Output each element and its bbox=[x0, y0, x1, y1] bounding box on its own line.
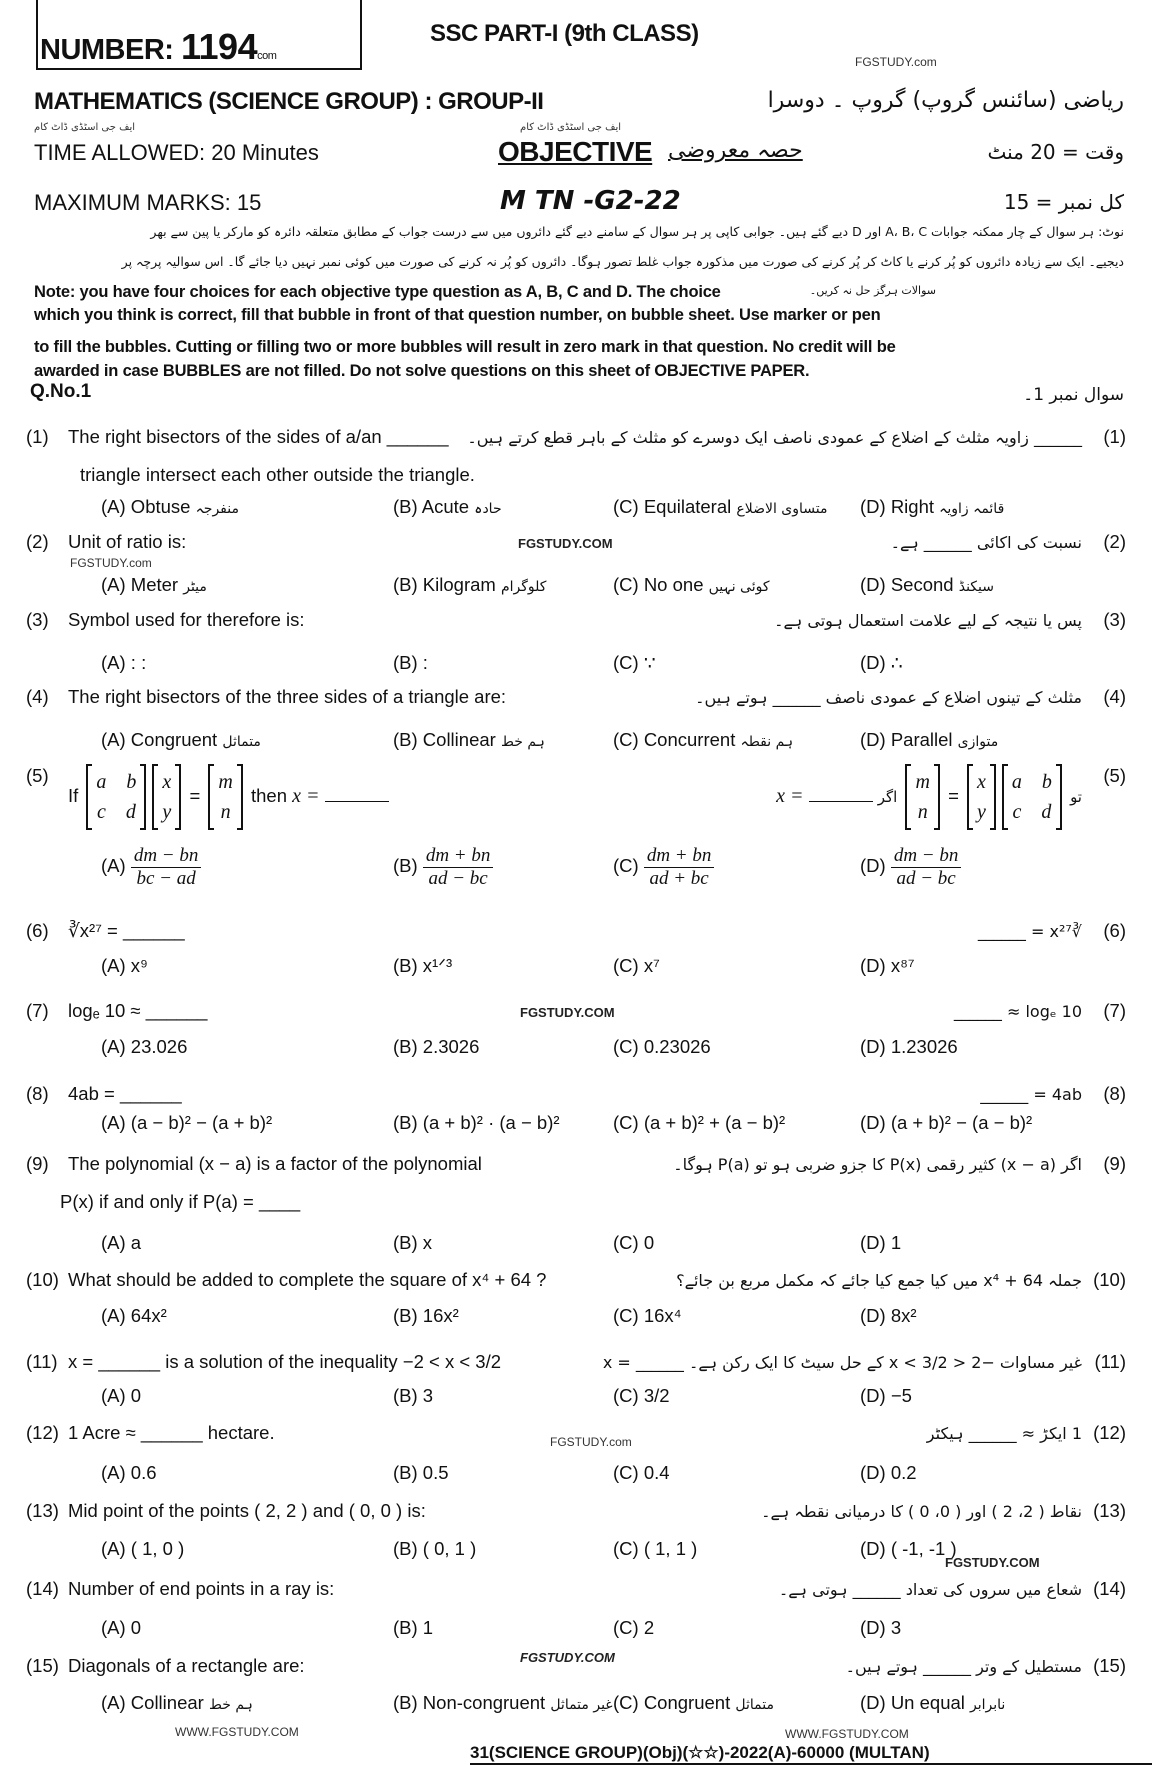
option-b[interactable] bbox=[393, 1462, 449, 1484]
question-text: Diagonals of a rectangle are: bbox=[68, 1655, 305, 1676]
question-text-urdu: مثلث کے تینوں اضلاع کے عمودی ناصف ______ ہوتے ہیں۔ bbox=[695, 688, 1082, 707]
option-label: (A) a bbox=[101, 1232, 142, 1253]
section-title-urdu: حصہ معروضی bbox=[668, 138, 803, 163]
option-c[interactable] bbox=[613, 1232, 654, 1254]
option-b[interactable] bbox=[393, 496, 502, 518]
number-suffix: com bbox=[257, 50, 277, 62]
matrix-entry: c bbox=[1012, 801, 1022, 823]
question-number: (9) bbox=[26, 1153, 49, 1174]
watermark: FGSTUDY.com bbox=[855, 55, 937, 69]
option-urdu: قائمہ زاویہ bbox=[939, 501, 1005, 517]
option-d[interactable] bbox=[860, 574, 994, 596]
option-urdu: متماثل bbox=[735, 1697, 774, 1713]
question-text: logₑ 10 ≈ ______ bbox=[68, 1000, 208, 1021]
option-urdu: میٹر bbox=[183, 579, 207, 595]
option-urdu: ہم نقطہ bbox=[740, 734, 794, 750]
option-urdu: متماثل bbox=[222, 734, 261, 750]
option-b[interactable] bbox=[393, 845, 493, 890]
option-d[interactable] bbox=[860, 1112, 1032, 1134]
option-label: (C) 2 bbox=[613, 1617, 655, 1638]
question-number-right: (3) bbox=[1103, 609, 1126, 630]
question-text-urdu: شعاع میں سروں کی تعداد ______ ہوتی ہے۔ bbox=[778, 1580, 1082, 1599]
option-b[interactable] bbox=[393, 1232, 432, 1254]
section-title: OBJECTIVE bbox=[498, 136, 653, 167]
option-label: (B) Acute bbox=[393, 496, 470, 517]
marks-urdu: کل نمبر = 15 bbox=[1003, 190, 1124, 214]
option-label: (A) 0.6 bbox=[101, 1462, 157, 1483]
option-label: (C) x⁷ bbox=[613, 955, 660, 976]
note-urdu-1: نوٹ: ہر سوال کے چار ممکنہ جوابات A، B، C اور D دیے گئے ہیں۔ جوابی کاپی پر ہر سوال کے سامنے دیے گئے دائروں میں سے درست جواب کے مطابق متعلقہ دائرہ کو مارکر یا پین سے بھر bbox=[150, 224, 1124, 239]
matrix-entry: a bbox=[96, 771, 107, 793]
question-text: What should be added to complete the square of x⁴ + 64 ? bbox=[68, 1269, 547, 1290]
denominator: ad + bc bbox=[649, 867, 709, 889]
option-label: (A) 0 bbox=[101, 1617, 142, 1638]
question-number-right: (15) bbox=[1093, 1655, 1126, 1676]
option-label: (B) 1 bbox=[393, 1617, 434, 1638]
question-text-urdu: 4ab = ______ bbox=[980, 1085, 1082, 1104]
option-label: (C) Concurrent bbox=[613, 729, 736, 750]
option-urdu: کوئی نہیں bbox=[708, 579, 770, 595]
option-label: (A) 0 bbox=[101, 1385, 142, 1406]
watermark: FGSTUDY.COM bbox=[945, 1555, 1040, 1570]
option-d[interactable] bbox=[860, 652, 903, 674]
option-label: (C) 3/2 bbox=[613, 1385, 670, 1406]
question-text-urdu: پس یا نتیجہ کے لیے علامت استعمال ہوتی ہے۔ bbox=[774, 611, 1082, 630]
matrix bbox=[208, 765, 242, 829]
option-label: (A) x⁹ bbox=[101, 955, 148, 976]
option-label: (D) Second bbox=[860, 574, 954, 595]
matrix-entry: y bbox=[162, 801, 172, 823]
option-c[interactable] bbox=[613, 496, 828, 518]
paper-number bbox=[40, 26, 276, 68]
option-label: (C) (a + b)² + (a − b)² bbox=[613, 1112, 786, 1133]
option-urdu: متوازی bbox=[957, 734, 999, 750]
option-urdu: کلوگرام bbox=[500, 579, 547, 595]
option-label: (B) x¹ᐟ³ bbox=[393, 955, 453, 976]
watermark: WWW.FGSTUDY.COM bbox=[175, 1725, 299, 1739]
option-urdu: منفرجہ bbox=[195, 501, 239, 517]
option-label: (A) Obtuse bbox=[101, 496, 191, 517]
option-d[interactable] bbox=[860, 1462, 917, 1484]
option-c[interactable] bbox=[613, 845, 714, 890]
option-label: (B) x bbox=[393, 1232, 433, 1253]
option-b[interactable] bbox=[393, 574, 546, 596]
option-label: (D) Un equal bbox=[860, 1692, 965, 1713]
option-label: (C) 0.23026 bbox=[613, 1036, 711, 1057]
option-label: (B) Collinear bbox=[393, 729, 496, 750]
option-c[interactable] bbox=[613, 1385, 670, 1407]
option-label: (B) (a + b)² · (a − b)² bbox=[393, 1112, 560, 1133]
then-urdu: تو bbox=[1070, 787, 1082, 806]
option-urdu: ہم خط bbox=[208, 1697, 253, 1713]
question-number-right: (10) bbox=[1093, 1269, 1126, 1290]
option-label: (D) 1 bbox=[860, 1232, 902, 1253]
question-text: 4ab = ______ bbox=[68, 1083, 182, 1104]
question-text-urdu: مستطیل کے وتر ______ ہوتے ہیں۔ bbox=[845, 1657, 1082, 1676]
option-b[interactable] bbox=[393, 1305, 459, 1327]
option-label: (D) x⁸⁷ bbox=[860, 955, 915, 976]
option-label: (B) : bbox=[393, 652, 428, 673]
question-number-right: (14) bbox=[1093, 1578, 1126, 1599]
question-number: (12) bbox=[26, 1422, 59, 1443]
question-text-urdu: غیر مساوات −2 < x < 3/2 کے حل سیٹ کا ایک رکن ہے۔ ______ = x bbox=[602, 1353, 1082, 1372]
subject-urdu: ریاضی (سائنس گروپ) گروپ ۔ دوسرا bbox=[767, 88, 1124, 113]
option-label: (B) 0.5 bbox=[393, 1462, 449, 1483]
number-label: NUMBER: bbox=[40, 34, 174, 66]
question-number-right: (5) bbox=[1103, 765, 1126, 786]
x-equals: x = bbox=[776, 784, 804, 807]
question-text-urdu: نسبت کی اکائی ______ ہے۔ bbox=[890, 533, 1082, 552]
option-c[interactable] bbox=[613, 1305, 682, 1327]
option-a[interactable] bbox=[101, 1617, 141, 1639]
matrix-entry: x bbox=[162, 771, 172, 793]
x-equals: x = bbox=[292, 784, 320, 807]
option-b[interactable] bbox=[393, 1692, 613, 1714]
option-urdu: غیر متماثل bbox=[550, 1697, 613, 1713]
matrix-entry: a bbox=[1011, 771, 1022, 793]
option-label: (D) (a + b)² − (a − b)² bbox=[860, 1112, 1033, 1133]
question-number: (5) bbox=[26, 765, 49, 786]
question-number-right: (7) bbox=[1103, 1000, 1126, 1021]
question-text: Number of end points in a ray is: bbox=[68, 1578, 335, 1599]
matrix-entry: d bbox=[1041, 801, 1052, 823]
matrix bbox=[86, 765, 146, 829]
matrix-entry: d bbox=[125, 801, 136, 823]
question-number-right: (1) bbox=[1103, 426, 1126, 447]
footer-code: 31(SCIENCE GROUP)(Obj)(☆☆)-2022(A)-60000 (MULTAN) bbox=[470, 1743, 1152, 1765]
option-d[interactable] bbox=[860, 845, 961, 890]
option-a[interactable] bbox=[101, 1385, 141, 1407]
option-d[interactable] bbox=[860, 496, 1004, 518]
option-label: (B) 16x² bbox=[393, 1305, 459, 1326]
option-a[interactable] bbox=[101, 574, 207, 596]
option-c[interactable] bbox=[613, 1692, 774, 1714]
option-d[interactable] bbox=[860, 955, 915, 977]
option-c[interactable] bbox=[613, 1538, 697, 1560]
option-b[interactable] bbox=[393, 1538, 476, 1560]
then-label: then bbox=[251, 784, 288, 806]
option-a[interactable] bbox=[101, 1036, 187, 1058]
question-text-urdu: نقاط ( 2، 2 ) اور ( 0، 0 ) کا درمیانی نقطہ ہے۔ bbox=[761, 1502, 1082, 1521]
class-title: SSC PART-I (9th CLASS) bbox=[430, 20, 699, 47]
note-en-2: which you think is correct, fill that bubble in front of that question number, on bubble sheet. Use marker or pen bbox=[34, 306, 881, 324]
numerator: dm − bn bbox=[131, 845, 202, 868]
question-text: The right bisectors of the sides of a/an ______ bbox=[68, 426, 449, 447]
question-number-right: (2) bbox=[1103, 531, 1126, 552]
question-number: (10) bbox=[26, 1269, 59, 1290]
option-d[interactable] bbox=[860, 1036, 958, 1058]
option-b[interactable] bbox=[393, 729, 545, 751]
option-a[interactable] bbox=[101, 1538, 184, 1560]
option-label: (C) bbox=[613, 855, 639, 877]
option-label: (D) Parallel bbox=[860, 729, 953, 750]
option-d[interactable] bbox=[860, 1617, 901, 1639]
option-urdu: نابرابر bbox=[970, 1697, 1006, 1713]
question-text-urdu: 1 ایکڑ ≈ ______ ہیکٹر bbox=[926, 1424, 1082, 1443]
option-c[interactable] bbox=[613, 652, 656, 674]
option-c[interactable] bbox=[613, 729, 793, 751]
watermark: FGSTUDY.COM bbox=[520, 1005, 615, 1020]
note-en-3: to fill the bubbles. Cutting or filling two or more bubbles will result in zero mark in that question. No credit will be bbox=[34, 338, 896, 356]
option-label: (A) 64x² bbox=[101, 1305, 167, 1326]
matrix-entry: b bbox=[126, 771, 137, 793]
question-number: (11) bbox=[26, 1351, 58, 1372]
time-allowed: TIME ALLOWED: 20 Minutes bbox=[34, 140, 319, 165]
paper-code: M TN -G2-22 bbox=[500, 186, 681, 216]
option-label: (D) −5 bbox=[860, 1385, 912, 1406]
option-a[interactable] bbox=[101, 1305, 167, 1327]
question-text-urdu: ______ زاویہ مثلث کے اضلاع کے عمودی ناصف ایک دوسرے کو مثلث کے باہر قطع کرتے ہیں۔ bbox=[467, 428, 1082, 447]
option-label: (D) ( -1, -1 ) bbox=[860, 1538, 957, 1559]
question-number: (2) bbox=[26, 531, 49, 552]
option-a[interactable] bbox=[101, 1112, 272, 1134]
matrix bbox=[905, 765, 939, 829]
question-text: The right bisectors of the three sides of a triangle are: bbox=[68, 686, 507, 707]
option-label: (B) bbox=[393, 855, 418, 877]
option-label: (A) 23.026 bbox=[101, 1036, 188, 1057]
option-label: (D) Right bbox=[860, 496, 935, 517]
option-a[interactable] bbox=[101, 729, 261, 751]
watermark: FGSTUDY.COM bbox=[518, 536, 613, 551]
option-label: (D) 0.2 bbox=[860, 1462, 917, 1483]
option-label: (B) 2.3026 bbox=[393, 1036, 480, 1057]
question-text: ∛x²⁷ = ______ bbox=[68, 920, 185, 941]
option-label: (A) Collinear bbox=[101, 1692, 204, 1713]
question-text-urdu: logₑ 10 ≈ ______ bbox=[953, 1002, 1082, 1021]
watermark-urdu: ایف جی اسٹڈی ڈاٹ کام bbox=[34, 122, 136, 133]
question-text: Mid point of the points ( 2, 2 ) and ( 0, 0 ) is: bbox=[68, 1500, 426, 1521]
question-number: (13) bbox=[26, 1500, 59, 1521]
option-urdu: متساوی الاضلاع bbox=[736, 501, 828, 517]
time-urdu: وقت = 20 منٹ bbox=[987, 140, 1124, 164]
question-text: The polynomial (x − a) is a factor of the polynomial bbox=[68, 1153, 482, 1174]
watermark: WWW.FGSTUDY.COM bbox=[785, 1727, 909, 1741]
denominator: ad − bc bbox=[896, 867, 956, 889]
option-urdu: حادہ bbox=[474, 501, 502, 517]
option-a[interactable] bbox=[101, 955, 148, 977]
option-label: (C) Equilateral bbox=[613, 496, 732, 517]
option-c[interactable] bbox=[613, 574, 770, 596]
number-value: 1194 bbox=[181, 26, 258, 67]
option-label: (B) Non-congruent bbox=[393, 1692, 546, 1713]
note-urdu-2: دیجیے۔ ایک سے زیادہ دائروں کو پُر کرنے یا کاٹ کر پُر کرنے کی صورت میں مذکورہ جواب غلط تصور ہوگا۔ دائروں کو پُر نہ کرنے کی صورت میں کوئی نمبر نہیں دیا جائے گا۔ اس سوالیہ پرچہ پر bbox=[121, 254, 1124, 269]
watermark: FGSTUDY.com bbox=[70, 556, 152, 570]
question-text-urdu: اگر (x − a) کثیر رقمی P(x) کا جزو ضربی ہو تو P(a) ہوگا۔ bbox=[673, 1155, 1082, 1174]
option-label: (C) 0.4 bbox=[613, 1462, 670, 1483]
option-label: (B) 3 bbox=[393, 1385, 434, 1406]
option-label: (D) 3 bbox=[860, 1617, 902, 1638]
question-number: (15) bbox=[26, 1655, 59, 1676]
question-number-heading: Q.No.1 bbox=[30, 381, 92, 402]
question-text: x = ______ is a solution of the inequality −2 < x < 3/2 bbox=[68, 1351, 501, 1372]
question-number-heading-urdu: سوال نمبر 1۔ bbox=[1023, 385, 1124, 405]
option-a[interactable] bbox=[101, 1232, 141, 1254]
watermark: FGSTUDY.com bbox=[550, 1435, 632, 1449]
note-en-1: Note: you have four choices for each objective type question as A, B, C and D. The choice bbox=[34, 283, 721, 301]
question-number: (1) bbox=[26, 426, 49, 447]
option-c[interactable] bbox=[613, 1112, 785, 1134]
option-d[interactable] bbox=[860, 1538, 957, 1560]
question-number-right: (4) bbox=[1103, 686, 1126, 707]
matrix-entry: m bbox=[915, 771, 930, 793]
option-b[interactable] bbox=[393, 652, 428, 674]
option-urdu: ہم خط bbox=[500, 734, 545, 750]
option-label: (B) ( 0, 1 ) bbox=[393, 1538, 477, 1559]
option-d[interactable] bbox=[860, 1232, 901, 1254]
option-d[interactable] bbox=[860, 729, 998, 751]
if-label: If bbox=[68, 784, 79, 806]
numerator: dm + bn bbox=[644, 845, 715, 868]
option-label: (A) : : bbox=[101, 652, 147, 673]
option-label: (A) Congruent bbox=[101, 729, 218, 750]
blank bbox=[809, 801, 873, 802]
option-label: (A) (a − b)² − (a + b)² bbox=[101, 1112, 273, 1133]
option-label: (C) 16x⁴ bbox=[613, 1305, 682, 1326]
question-number: (14) bbox=[26, 1578, 59, 1599]
matrix-entry: y bbox=[977, 801, 986, 823]
subject-title: MATHEMATICS (SCIENCE GROUP) : GROUP-II bbox=[34, 88, 544, 115]
question-text: If a b c d x y = m n then x = bbox=[68, 765, 389, 829]
option-c[interactable] bbox=[613, 1617, 654, 1639]
matrix bbox=[967, 765, 996, 829]
option-b[interactable] bbox=[393, 1617, 433, 1639]
option-label: (C) ∵ bbox=[613, 652, 656, 673]
matrix-entry: c bbox=[96, 801, 106, 823]
matrix bbox=[1002, 765, 1062, 829]
question-number-right: (12) bbox=[1093, 1422, 1126, 1443]
question-number-right: (11) bbox=[1094, 1351, 1126, 1372]
matrix-entry: x bbox=[977, 771, 986, 793]
option-label: (C) No one bbox=[613, 574, 704, 595]
numerator: dm + bn bbox=[423, 845, 494, 868]
numerator: dm − bn bbox=[891, 845, 962, 868]
question-number-right: (13) bbox=[1093, 1500, 1126, 1521]
matrix-entry: n bbox=[220, 801, 231, 823]
denominator: bc − ad bbox=[136, 867, 196, 889]
if-urdu: اگر bbox=[877, 787, 898, 806]
subject: MATHEMATICS (SCIENCE GROUP) bbox=[34, 88, 419, 115]
option-c[interactable] bbox=[613, 955, 660, 977]
option-b[interactable] bbox=[393, 1112, 560, 1134]
question-text-urdu: x = تو a b c d x y = m n اگر bbox=[776, 765, 1082, 829]
option-a[interactable] bbox=[101, 496, 239, 518]
option-label: (B) Kilogram bbox=[393, 574, 496, 595]
matrix-entry: m bbox=[218, 771, 233, 793]
option-a[interactable] bbox=[101, 1462, 157, 1484]
option-d[interactable] bbox=[860, 1692, 1005, 1714]
fraction bbox=[131, 845, 202, 890]
option-label: (D) 1.23026 bbox=[860, 1036, 958, 1057]
question-number-right: (9) bbox=[1103, 1153, 1126, 1174]
question-number: (3) bbox=[26, 609, 49, 630]
question-number-right: (8) bbox=[1103, 1083, 1126, 1104]
question-text-urdu: جملہ x⁴ + 64 میں کیا جمع کیا جائے کہ مکمل مربع بن جائے؟ bbox=[676, 1271, 1082, 1290]
option-a[interactable] bbox=[101, 1692, 253, 1714]
question-text: 1 Acre ≈ ______ hectare. bbox=[68, 1422, 275, 1443]
option-c[interactable] bbox=[613, 1462, 670, 1484]
question-text-cont: triangle intersect each other outside the triangle. bbox=[80, 464, 475, 485]
option-urdu: سیکنڈ bbox=[958, 579, 994, 595]
option-b[interactable] bbox=[393, 1385, 433, 1407]
fraction bbox=[423, 845, 494, 890]
option-label: (C) ( 1, 1 ) bbox=[613, 1538, 698, 1559]
max-marks: MAXIMUM MARKS: 15 bbox=[34, 190, 262, 215]
option-a[interactable] bbox=[101, 845, 201, 890]
fraction bbox=[644, 845, 715, 890]
watermark: FGSTUDY.COM bbox=[520, 1650, 615, 1665]
option-label: (A) bbox=[101, 855, 126, 877]
option-b[interactable] bbox=[393, 955, 452, 977]
option-b[interactable] bbox=[393, 1036, 479, 1058]
option-d[interactable] bbox=[860, 1385, 912, 1407]
option-label: (D) ∴ bbox=[860, 652, 903, 673]
option-label: (D) 8x² bbox=[860, 1305, 917, 1326]
option-label: (A) Meter bbox=[101, 574, 179, 595]
matrix bbox=[152, 765, 181, 829]
question-number: (8) bbox=[26, 1083, 49, 1104]
denominator: ad − bc bbox=[428, 867, 488, 889]
option-label: (D) bbox=[860, 855, 886, 877]
question-number-right: (6) bbox=[1103, 920, 1126, 941]
option-label: (A) ( 1, 0 ) bbox=[101, 1538, 185, 1559]
option-label: (C) 0 bbox=[613, 1232, 655, 1253]
question-number: (6) bbox=[26, 920, 49, 941]
question-number: (4) bbox=[26, 686, 49, 707]
note-urdu-3: سوالات ہرگز حل نہ کریں۔ bbox=[809, 284, 936, 297]
question-text: Symbol used for therefore is: bbox=[68, 609, 305, 630]
option-label: (C) Congruent bbox=[613, 1692, 731, 1713]
question-number: (7) bbox=[26, 1000, 49, 1021]
option-d[interactable] bbox=[860, 1305, 917, 1327]
note-en-4: awarded in case BUBBLES are not filled. Do not solve questions on this sheet of OBJECTIVE PAPER. bbox=[34, 362, 810, 380]
option-c[interactable] bbox=[613, 1036, 711, 1058]
question-text-urdu: ∛x²⁷ = ______ bbox=[977, 922, 1082, 941]
blank bbox=[325, 801, 389, 802]
group: GROUP-II bbox=[438, 88, 544, 115]
matrix-entry: b bbox=[1041, 771, 1052, 793]
option-a[interactable] bbox=[101, 652, 146, 674]
watermark-urdu: ایف جی اسٹڈی ڈاٹ کام bbox=[520, 122, 622, 133]
question-text-cont: P(x) if and only if P(a) = ____ bbox=[60, 1191, 301, 1212]
matrix-entry: n bbox=[917, 801, 928, 823]
question-text: Unit of ratio is: bbox=[68, 531, 187, 552]
fraction bbox=[891, 845, 962, 890]
